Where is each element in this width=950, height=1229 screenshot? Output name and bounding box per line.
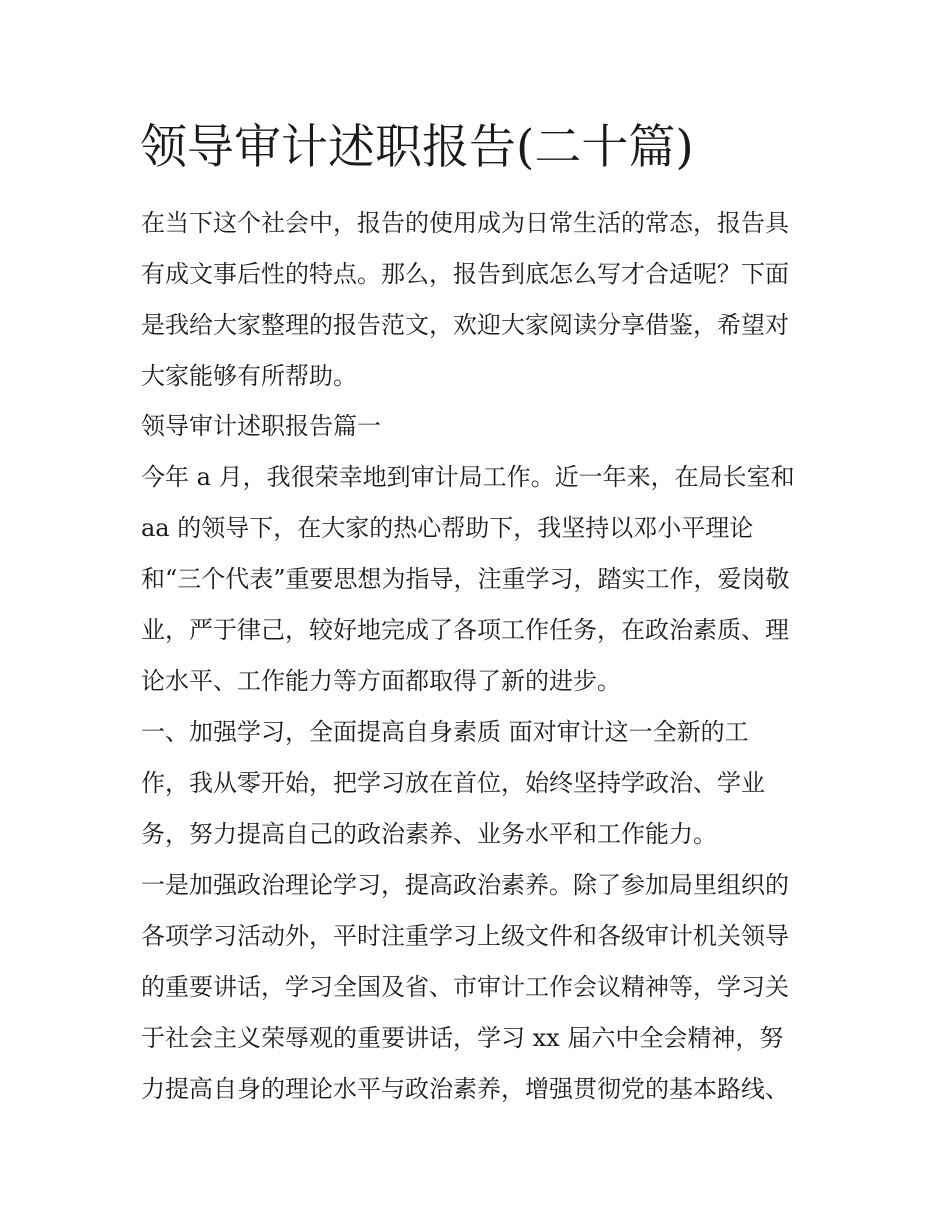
paragraph-line: 业，严于律己，较好地完成了各项工作任务，在政治素质、理 bbox=[141, 616, 789, 644]
paragraph-line: 大家能够有所帮助。 bbox=[141, 362, 357, 390]
paragraph-line: 今年 a 月，我很荣幸地到审计局工作。近一年来，在局长室和 bbox=[141, 463, 795, 491]
section-heading: 领导审计述职报告篇一 bbox=[141, 412, 381, 440]
paragraph-line: 于社会主义荣辱观的重要讲话，学习 xx 届六中全会精神，努 bbox=[141, 1024, 784, 1052]
paragraph-line: 论水平、工作能力等方面都取得了新的进步。 bbox=[141, 667, 621, 695]
paragraph-line: 务，努力提高自己的政治素养、业务水平和工作能力。 bbox=[141, 820, 717, 848]
paragraph-line: 有成文事后性的特点。那么，报告到底怎么写才合适呢？下面 bbox=[141, 260, 789, 288]
paragraph-line: 在当下这个社会中，报告的使用成为日常生活的常态，报告具 bbox=[141, 209, 789, 237]
paragraph-line: aa 的领导下，在大家的热心帮助下，我坚持以邓小平理论 bbox=[141, 514, 754, 542]
paragraph-line: 作，我从零开始，把学习放在首位，始终坚持学政治、学业 bbox=[141, 769, 765, 797]
paragraph-line: 各项学习活动外，平时注重学习上级文件和各级审计机关领导 bbox=[141, 922, 789, 950]
document-title: 领导审计述职报告(二十篇) bbox=[140, 120, 694, 175]
paragraph-line: 一、加强学习，全面提高自身素质 面对审计这一全新的工 bbox=[141, 718, 749, 746]
paragraph-line: 的重要讲话，学习全国及省、市审计工作会议精神等，学习关 bbox=[141, 973, 789, 1001]
paragraph-line: 一是加强政治理论学习，提高政治素养。除了参加局里组织的 bbox=[141, 871, 789, 899]
paragraph-line: 和“三个代表”重要思想为指导，注重学习，踏实工作，爱岗敬 bbox=[141, 565, 790, 593]
paragraph-line: 是我给大家整理的报告范文，欢迎大家阅读分享借鉴，希望对 bbox=[141, 311, 789, 339]
paragraph-line: 力提高自身的理论水平与政治素养，增强贯彻党的基本路线、 bbox=[141, 1075, 789, 1103]
